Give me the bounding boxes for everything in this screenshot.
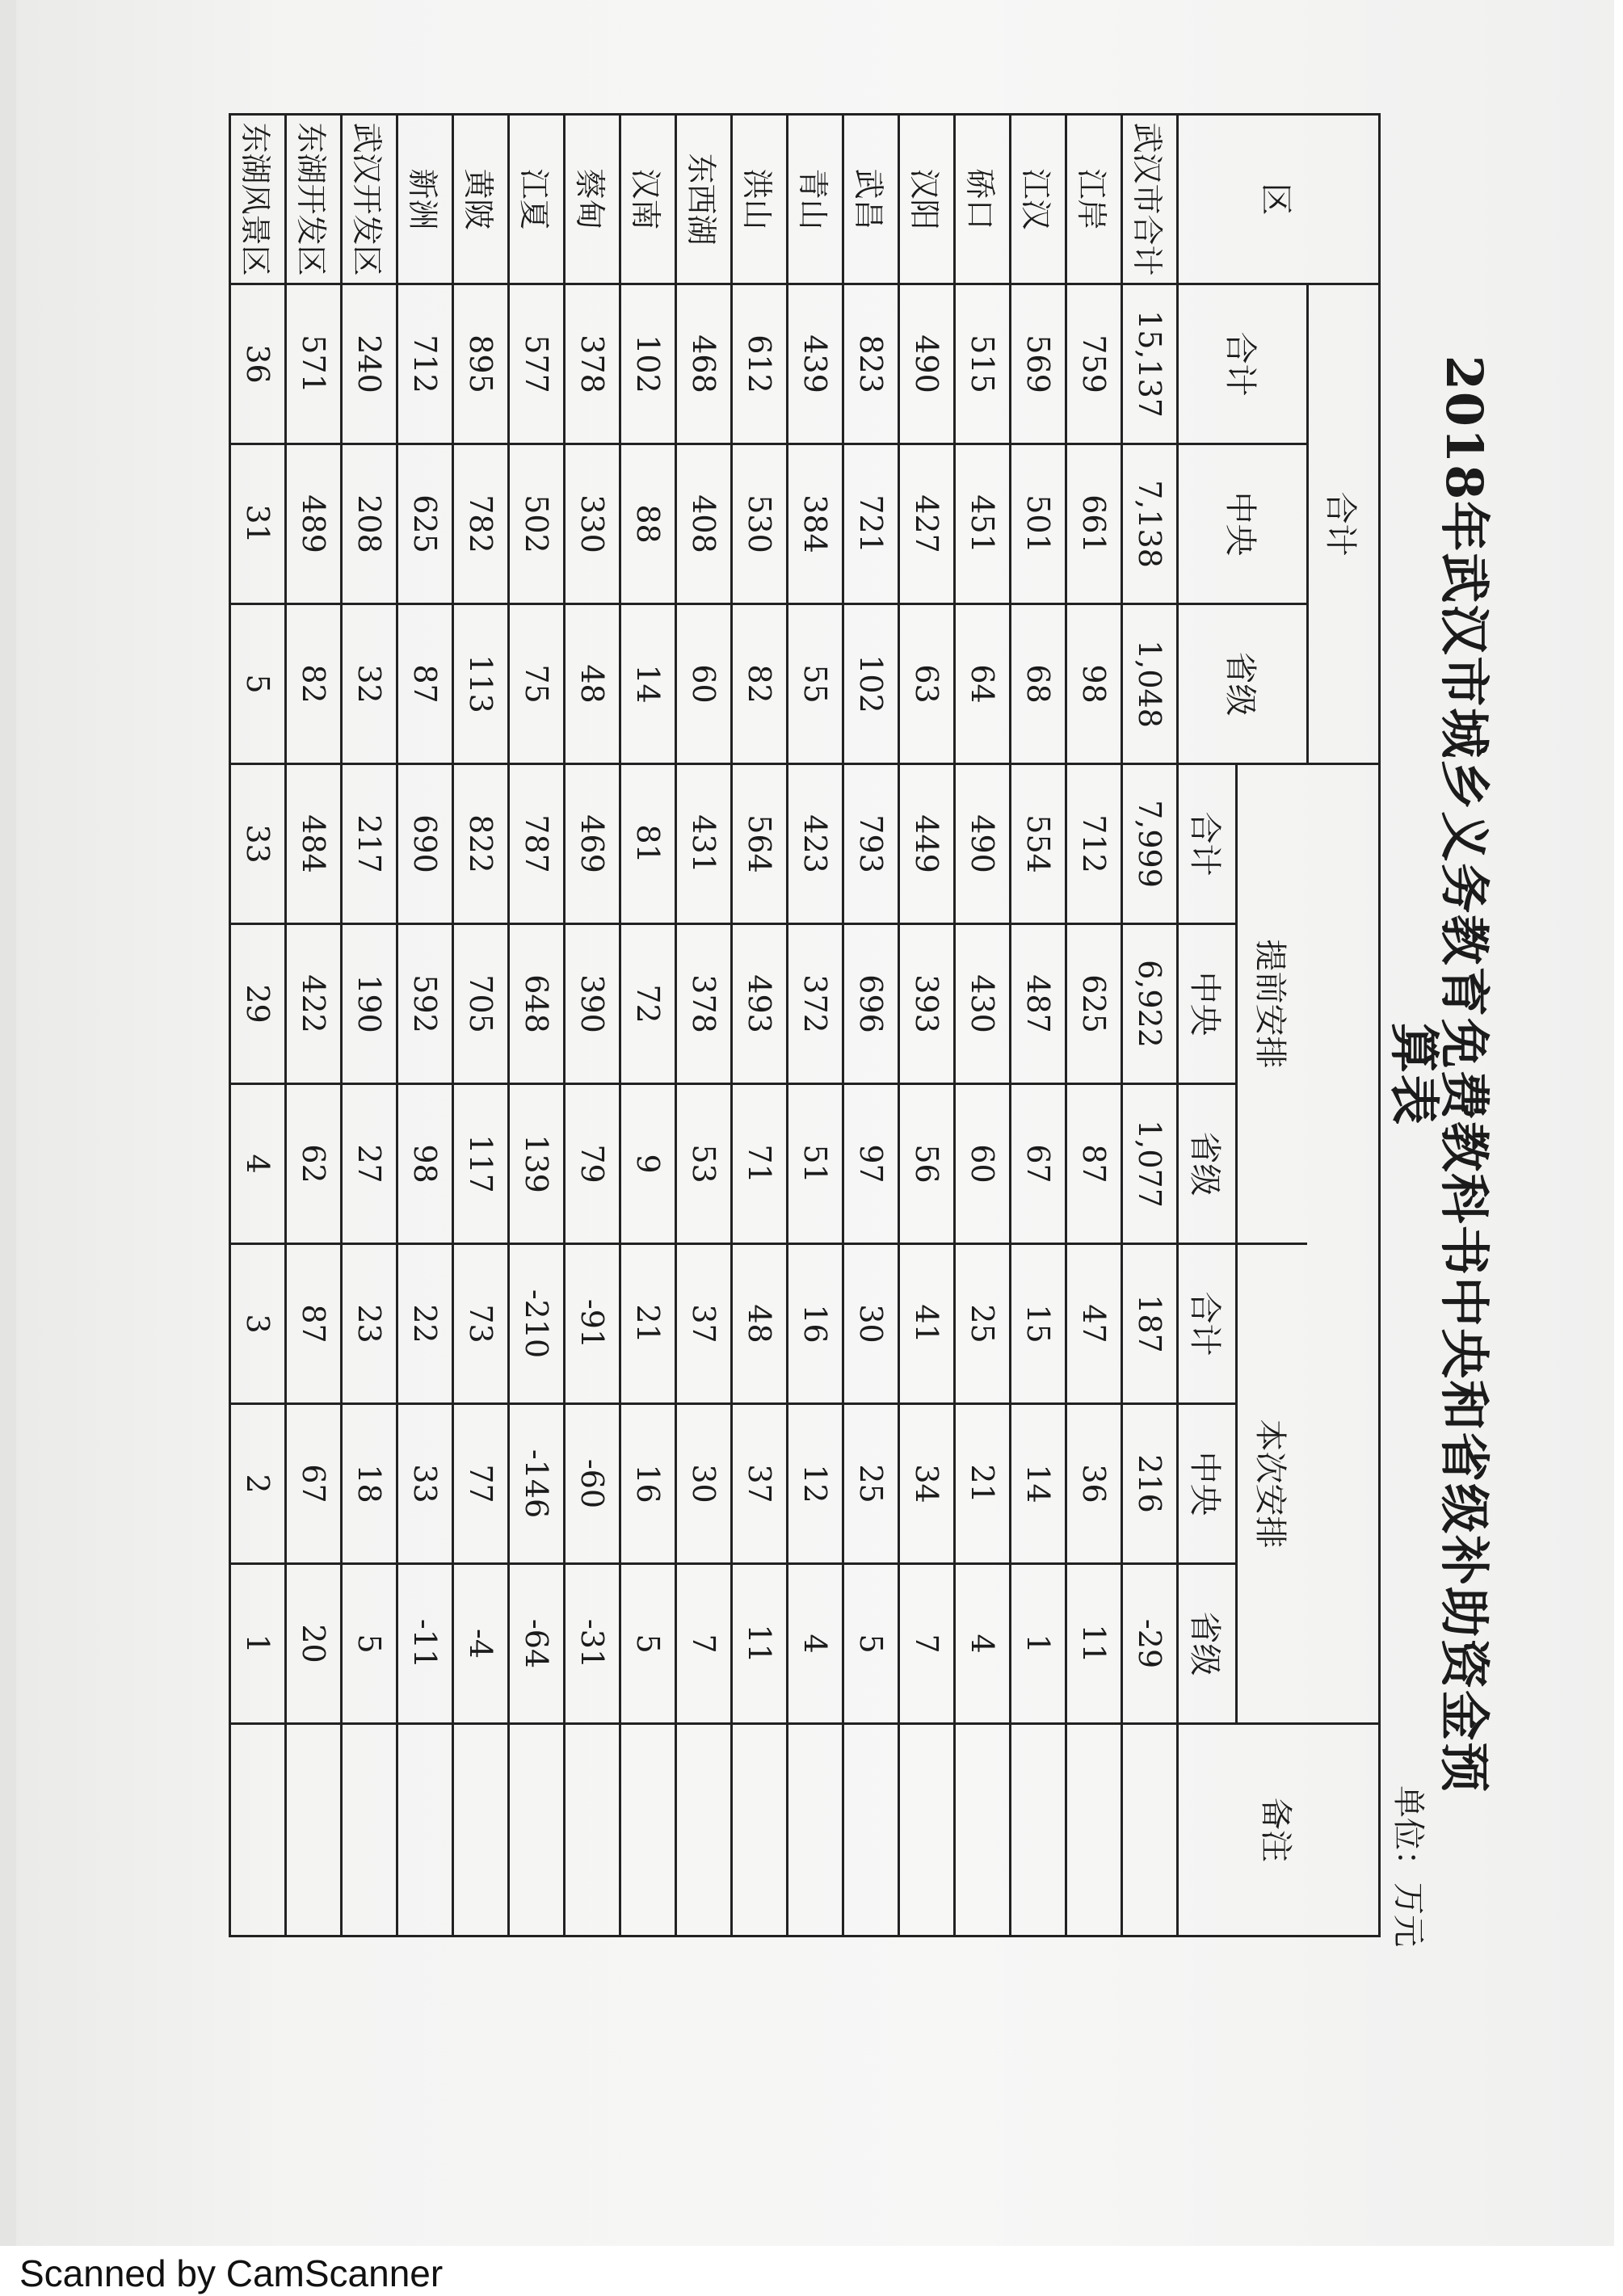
- total-cell: 36: [230, 284, 286, 444]
- current-central-cell: 16: [620, 1404, 676, 1564]
- total-provincial-cell: 82: [732, 604, 788, 764]
- total-provincial-cell: 48: [565, 604, 620, 764]
- remark-cell: [732, 1724, 788, 1936]
- advance-provincial-cell: 27: [342, 1084, 397, 1244]
- current-provincial-cell: 11: [732, 1564, 788, 1724]
- total-cell: 895: [453, 284, 509, 444]
- current-total-cell: 22: [397, 1244, 453, 1404]
- current-provincial-cell: 7: [899, 1564, 955, 1724]
- advance-provincial-cell: 117: [453, 1084, 509, 1244]
- total-cell: 515: [955, 284, 1011, 444]
- total-cell: 102: [620, 284, 676, 444]
- advance-total-cell: 484: [286, 764, 342, 924]
- unit-note: 单位：万元: [1390, 1785, 1427, 1947]
- advance-provincial-cell: 98: [397, 1084, 453, 1244]
- total-central-cell: 625: [397, 444, 453, 604]
- total-provincial-cell: 68: [1011, 604, 1066, 764]
- advance-total-cell: 564: [732, 764, 788, 924]
- current-central-cell: 216: [1122, 1404, 1178, 1564]
- total-central-cell: 384: [788, 444, 843, 604]
- current-provincial-cell: 1: [1011, 1564, 1066, 1724]
- total-provincial-cell: 64: [955, 604, 1011, 764]
- current-provincial-cell: 5: [843, 1564, 899, 1724]
- current-provincial-cell: 4: [788, 1564, 843, 1724]
- advance-central-cell: 430: [955, 924, 1011, 1084]
- current-provincial-cell: 5: [620, 1564, 676, 1724]
- remark-cell: [286, 1724, 342, 1936]
- advance-central-cell: 190: [342, 924, 397, 1084]
- current-total-cell: 15: [1011, 1244, 1066, 1404]
- district-cell: 洪山: [732, 115, 788, 284]
- total-cell: 468: [676, 284, 732, 444]
- total-cell: 378: [565, 284, 620, 444]
- current-total-cell: 23: [342, 1244, 397, 1404]
- total-cell: 569: [1011, 284, 1066, 444]
- total-cell: 759: [1066, 284, 1122, 444]
- advance-provincial-cell: 97: [843, 1084, 899, 1244]
- district-cell: 江夏: [509, 115, 565, 284]
- advance-total-cell: 822: [453, 764, 509, 924]
- total-cell: 571: [286, 284, 342, 444]
- advance-provincial-cell: 67: [1011, 1084, 1066, 1244]
- current-total-cell: 21: [620, 1244, 676, 1404]
- table-row: [620, 115, 676, 1936]
- advance-total-cell: 431: [676, 764, 732, 924]
- district-cell: 新洲: [397, 115, 453, 284]
- district-cell: 蔡甸: [565, 115, 620, 284]
- total-central-cell: 208: [342, 444, 397, 604]
- header-total-group: 合计: [1308, 284, 1380, 764]
- advance-central-cell: 625: [1066, 924, 1122, 1084]
- total-cell: 577: [509, 284, 565, 444]
- current-central-cell: 25: [843, 1404, 899, 1564]
- advance-total-cell: 787: [509, 764, 565, 924]
- current-central-cell: 30: [676, 1404, 732, 1564]
- advance-total-cell: 33: [230, 764, 286, 924]
- advance-central-cell: 493: [732, 924, 788, 1084]
- header-total-central: 中央: [1178, 444, 1308, 604]
- advance-central-cell: 648: [509, 924, 565, 1084]
- total-provincial-cell: 87: [397, 604, 453, 764]
- remark-cell: [342, 1724, 397, 1936]
- header-current-group: 本次安排: [1237, 1244, 1308, 1724]
- current-central-cell: 21: [955, 1404, 1011, 1564]
- current-provincial-cell: -4: [453, 1564, 509, 1724]
- advance-total-cell: 690: [397, 764, 453, 924]
- remark-cell: [843, 1724, 899, 1936]
- table-row: [230, 115, 286, 1936]
- total-provincial-cell: 75: [509, 604, 565, 764]
- current-provincial-cell: 5: [342, 1564, 397, 1724]
- header-total-provincial: 省级: [1178, 604, 1308, 764]
- advance-central-cell: 393: [899, 924, 955, 1084]
- advance-provincial-cell: 51: [788, 1084, 843, 1244]
- total-provincial-cell: 60: [676, 604, 732, 764]
- district-cell: 汉南: [620, 115, 676, 284]
- advance-central-cell: 372: [788, 924, 843, 1084]
- district-cell: 武汉市合计: [1122, 115, 1178, 284]
- table-row: [843, 115, 899, 1936]
- current-total-cell: 3: [230, 1244, 286, 1404]
- advance-provincial-cell: 1,077: [1122, 1084, 1178, 1244]
- advance-provincial-cell: 87: [1066, 1084, 1122, 1244]
- advance-central-cell: 487: [1011, 924, 1066, 1084]
- total-provincial-cell: 1,048: [1122, 604, 1178, 764]
- table-row: [788, 115, 843, 1936]
- total-central-cell: 427: [899, 444, 955, 604]
- total-central-cell: 782: [453, 444, 509, 604]
- remark-cell: [397, 1724, 453, 1936]
- advance-central-cell: 378: [676, 924, 732, 1084]
- advance-central-cell: 592: [397, 924, 453, 1084]
- scan-left-shadow: [0, 0, 16, 2246]
- table-row: [955, 115, 1011, 1936]
- advance-provincial-cell: 60: [955, 1084, 1011, 1244]
- current-central-cell: 12: [788, 1404, 843, 1564]
- current-total-cell: 47: [1066, 1244, 1122, 1404]
- advance-total-cell: 7,999: [1122, 764, 1178, 924]
- district-cell: 江岸: [1066, 115, 1122, 284]
- current-total-cell: 73: [453, 1244, 509, 1404]
- advance-total-cell: 217: [342, 764, 397, 924]
- table-row: [732, 115, 788, 1936]
- total-provincial-cell: 113: [453, 604, 509, 764]
- advance-central-cell: 705: [453, 924, 509, 1084]
- current-central-cell: 18: [342, 1404, 397, 1564]
- total-central-cell: 31: [230, 444, 286, 604]
- current-total-cell: 25: [955, 1244, 1011, 1404]
- advance-central-cell: 696: [843, 924, 899, 1084]
- remark-cell: [1066, 1724, 1122, 1936]
- total-central-cell: 502: [509, 444, 565, 604]
- current-central-cell: 77: [453, 1404, 509, 1564]
- table-header-row-1: [1308, 115, 1380, 1936]
- current-provincial-cell: -64: [509, 1564, 565, 1724]
- advance-provincial-cell: 62: [286, 1084, 342, 1244]
- current-central-cell: 67: [286, 1404, 342, 1564]
- table-row: [509, 115, 565, 1936]
- total-cell: 823: [843, 284, 899, 444]
- district-cell: 青山: [788, 115, 843, 284]
- advance-total-cell: 449: [899, 764, 955, 924]
- table-row: [1122, 115, 1178, 1936]
- header-current-central: 中央: [1178, 1404, 1237, 1564]
- remark-cell: [788, 1724, 843, 1936]
- header-advance-central: 中央: [1178, 924, 1237, 1084]
- advance-provincial-cell: 4: [230, 1084, 286, 1244]
- remark-cell: [676, 1724, 732, 1936]
- remark-cell: [620, 1724, 676, 1936]
- total-provincial-cell: 14: [620, 604, 676, 764]
- current-provincial-cell: 11: [1066, 1564, 1122, 1724]
- current-provincial-cell: -31: [565, 1564, 620, 1724]
- total-central-cell: 501: [1011, 444, 1066, 604]
- total-central-cell: 451: [955, 444, 1011, 604]
- total-provincial-cell: 55: [788, 604, 843, 764]
- remark-cell: [509, 1724, 565, 1936]
- advance-provincial-cell: 53: [676, 1084, 732, 1244]
- district-cell: 东湖风景区: [230, 115, 286, 284]
- advance-provincial-cell: 9: [620, 1084, 676, 1244]
- header-total-sum: 合计: [1178, 284, 1308, 444]
- current-central-cell: -60: [565, 1404, 620, 1564]
- advance-central-cell: 29: [230, 924, 286, 1084]
- current-total-cell: -210: [509, 1244, 565, 1404]
- current-provincial-cell: -11: [397, 1564, 453, 1724]
- current-total-cell: -91: [565, 1244, 620, 1404]
- advance-total-cell: 712: [1066, 764, 1122, 924]
- table-row: [1011, 115, 1066, 1936]
- advance-provincial-cell: 71: [732, 1084, 788, 1244]
- remark-cell: [955, 1724, 1011, 1936]
- current-provincial-cell: 4: [955, 1564, 1011, 1724]
- current-central-cell: 37: [732, 1404, 788, 1564]
- district-cell: 黄陂: [453, 115, 509, 284]
- district-cell: 东西湖: [676, 115, 732, 284]
- total-cell: 439: [788, 284, 843, 444]
- total-central-cell: 489: [286, 444, 342, 604]
- current-central-cell: 36: [1066, 1404, 1122, 1564]
- advance-provincial-cell: 79: [565, 1084, 620, 1244]
- total-central-cell: 330: [565, 444, 620, 604]
- budget-table-body: [230, 115, 1178, 1936]
- total-central-cell: 661: [1066, 444, 1122, 604]
- total-provincial-cell: 5: [230, 604, 286, 764]
- district-cell: 东湖开发区: [286, 115, 342, 284]
- document-title: 2018年武汉市城乡义务教育免费教科书中央和省级补助资金预算表: [1385, 355, 1494, 1794]
- advance-central-cell: 390: [565, 924, 620, 1084]
- header-advance-group: 提前安排: [1237, 764, 1308, 1244]
- table-row: [565, 115, 620, 1936]
- header-remark: 备注: [1178, 1724, 1380, 1936]
- table-row: [453, 115, 509, 1936]
- remark-cell: [899, 1724, 955, 1936]
- current-total-cell: 87: [286, 1244, 342, 1404]
- total-provincial-cell: 32: [342, 604, 397, 764]
- table-row: [1066, 115, 1122, 1936]
- header-current-provincial: 省级: [1178, 1564, 1237, 1724]
- current-total-cell: 16: [788, 1244, 843, 1404]
- remark-cell: [453, 1724, 509, 1936]
- total-central-cell: 88: [620, 444, 676, 604]
- total-cell: 712: [397, 284, 453, 444]
- current-central-cell: 33: [397, 1404, 453, 1564]
- remark-cell: [1011, 1724, 1066, 1936]
- header-district: 区: [1178, 115, 1380, 284]
- rotated-document-sheet: [238, 113, 1499, 2036]
- advance-total-cell: 554: [1011, 764, 1066, 924]
- advance-central-cell: 6,922: [1122, 924, 1178, 1084]
- table-row: [899, 115, 955, 1936]
- total-central-cell: 530: [732, 444, 788, 604]
- current-total-cell: 41: [899, 1244, 955, 1404]
- district-cell: 武昌: [843, 115, 899, 284]
- header-advance-provincial: 省级: [1178, 1084, 1237, 1244]
- remark-cell: [230, 1724, 286, 1936]
- header-spacer: [1308, 764, 1380, 1724]
- district-cell: 汉阳: [899, 115, 955, 284]
- remark-cell: [1122, 1724, 1178, 1936]
- table-row: [397, 115, 453, 1936]
- advance-total-cell: 793: [843, 764, 899, 924]
- total-provincial-cell: 102: [843, 604, 899, 764]
- district-cell: 硚口: [955, 115, 1011, 284]
- current-total-cell: 30: [843, 1244, 899, 1404]
- total-cell: 490: [899, 284, 955, 444]
- total-provincial-cell: 82: [286, 604, 342, 764]
- current-provincial-cell: -29: [1122, 1564, 1178, 1724]
- advance-provincial-cell: 139: [509, 1084, 565, 1244]
- district-cell: 江汉: [1011, 115, 1066, 284]
- advance-central-cell: 422: [286, 924, 342, 1084]
- scanner-watermark: Scanned by CamScanner: [19, 2252, 444, 2294]
- advance-provincial-cell: 56: [899, 1084, 955, 1244]
- table-row: [286, 115, 342, 1936]
- advance-central-cell: 72: [620, 924, 676, 1084]
- current-central-cell: 14: [1011, 1404, 1066, 1564]
- total-cell: 15,137: [1122, 284, 1178, 444]
- current-central-cell: 2: [230, 1404, 286, 1564]
- advance-total-cell: 423: [788, 764, 843, 924]
- table-row: [342, 115, 397, 1936]
- current-total-cell: 48: [732, 1244, 788, 1404]
- current-provincial-cell: 1: [230, 1564, 286, 1724]
- remark-cell: [565, 1724, 620, 1936]
- advance-total-cell: 490: [955, 764, 1011, 924]
- current-total-cell: 187: [1122, 1244, 1178, 1404]
- total-provincial-cell: 98: [1066, 604, 1122, 764]
- advance-total-cell: 81: [620, 764, 676, 924]
- total-central-cell: 721: [843, 444, 899, 604]
- scan-right-edge: [1614, 0, 1623, 2296]
- total-central-cell: 7,138: [1122, 444, 1178, 604]
- current-central-cell: 34: [899, 1404, 955, 1564]
- total-cell: 240: [342, 284, 397, 444]
- current-total-cell: 37: [676, 1244, 732, 1404]
- budget-table: [229, 113, 1381, 1937]
- table-header-row-2: [1237, 115, 1308, 1936]
- total-cell: 612: [732, 284, 788, 444]
- header-current-sum: 合计: [1178, 1244, 1237, 1404]
- current-provincial-cell: 20: [286, 1564, 342, 1724]
- total-central-cell: 408: [676, 444, 732, 604]
- advance-total-cell: 469: [565, 764, 620, 924]
- table-row: [676, 115, 732, 1936]
- current-provincial-cell: 7: [676, 1564, 732, 1724]
- total-provincial-cell: 63: [899, 604, 955, 764]
- current-central-cell: -146: [509, 1404, 565, 1564]
- header-advance-sum: 合计: [1178, 764, 1237, 924]
- district-cell: 武汉开发区: [342, 115, 397, 284]
